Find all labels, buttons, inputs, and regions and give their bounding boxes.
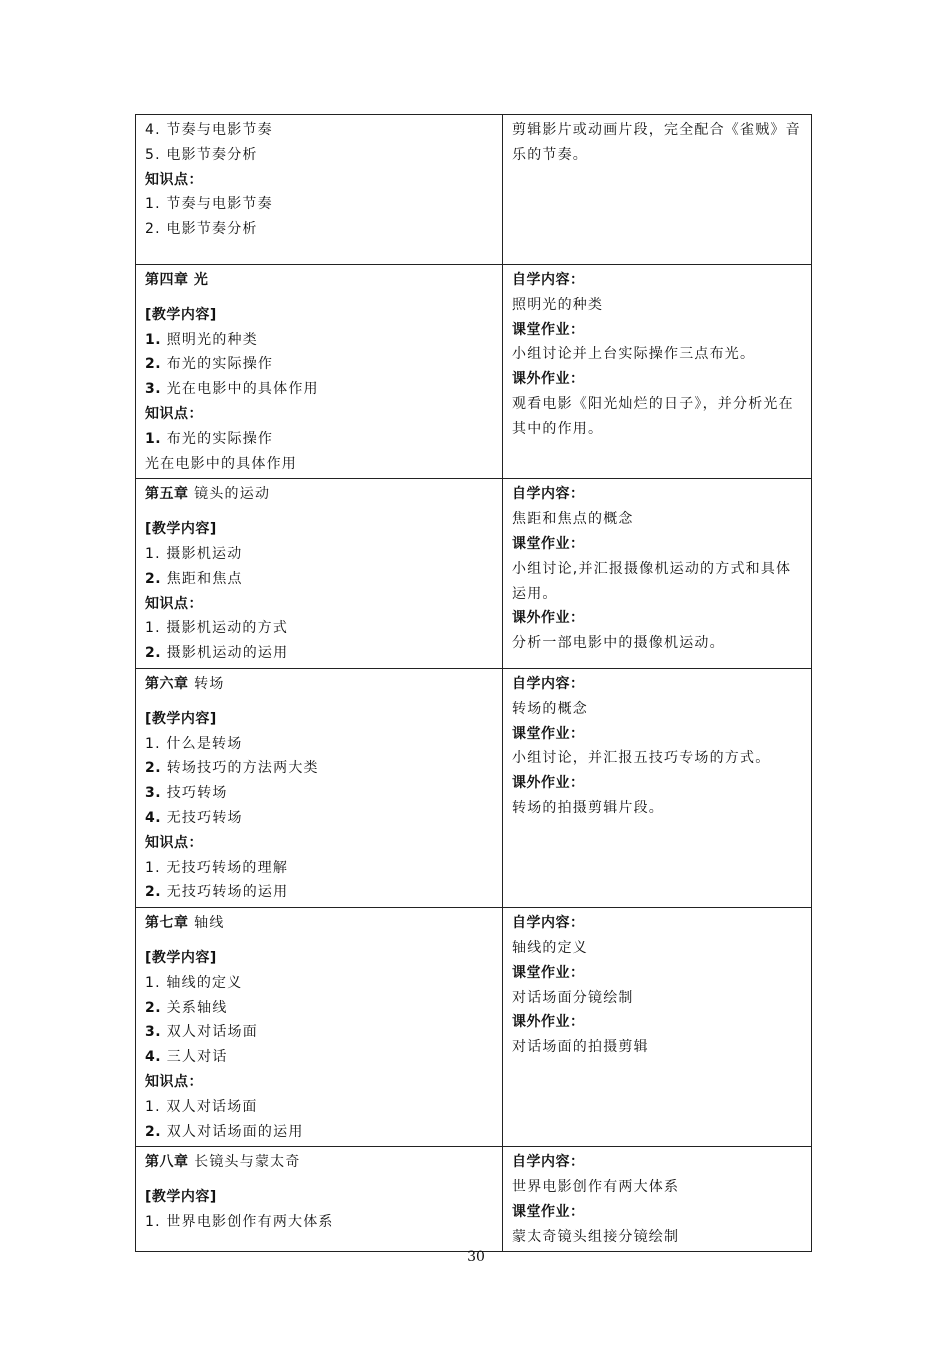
table-row bbox=[136, 908, 812, 1147]
paragraph: 焦距和焦点的概念 bbox=[512, 511, 634, 528]
section-heading: [教学内容] bbox=[145, 710, 217, 727]
table-row bbox=[136, 1147, 812, 1252]
list-item: 1. 世界电影创作有两大体系 bbox=[145, 1213, 334, 1230]
table-row bbox=[136, 668, 812, 907]
list-item: 1. 摄影机运动 bbox=[145, 545, 243, 562]
section-heading: 课外作业： bbox=[512, 371, 585, 388]
list-item: 1. 轴线的定义 bbox=[145, 974, 243, 991]
table-row bbox=[136, 479, 812, 669]
table-row bbox=[136, 115, 812, 265]
list-item: 2. 无技巧转场的运用 bbox=[145, 884, 289, 901]
list-item: 3. 光在电影中的具体作用 bbox=[145, 381, 319, 398]
paragraph: 剪辑影片或动画片段，完全配合《雀贼》音乐的节奏。 bbox=[512, 122, 801, 163]
paragraph: 蒙太奇镜头组接分镜绘制 bbox=[512, 1228, 680, 1245]
paragraph: 分析一部电影中的摄像机运动。 bbox=[512, 635, 725, 652]
section-heading: 自学内容： bbox=[512, 915, 585, 932]
paragraph: 转场的概念 bbox=[512, 700, 588, 717]
section-heading: [教学内容] bbox=[145, 521, 217, 538]
teaching-content-cell bbox=[136, 908, 503, 1147]
assignment-cell bbox=[503, 668, 812, 907]
teaching-content-cell bbox=[136, 1147, 503, 1252]
list-item: 1. 照明光的种类 bbox=[145, 331, 258, 348]
paragraph: 对话场面分镜绘制 bbox=[512, 989, 634, 1006]
paragraph: 观看电影《阳光灿烂的日子》，并分析光在其中的作用。 bbox=[512, 395, 794, 437]
section-heading: 课外作业： bbox=[512, 1014, 585, 1031]
chapter-title: 第六章 转场 bbox=[145, 675, 225, 692]
chapter-title: 第五章 镜头的运动 bbox=[145, 486, 271, 503]
list-item: 1. 什么是转场 bbox=[145, 735, 243, 752]
list-item: 1. 摄影机运动的方式 bbox=[145, 620, 289, 637]
list-item: 2. 焦距和焦点 bbox=[145, 570, 243, 587]
section-heading: 自学内容： bbox=[512, 1154, 585, 1171]
section-heading: 课外作业： bbox=[512, 610, 585, 627]
list-item: 1. 双人对话场面 bbox=[145, 1098, 258, 1115]
chapter-title: 第八章 长镜头与蒙太奇 bbox=[145, 1154, 301, 1171]
teaching-content-cell bbox=[136, 668, 503, 907]
section-heading: 课堂作业： bbox=[512, 964, 585, 981]
list-item: 3. 技巧转场 bbox=[145, 785, 228, 802]
chapter-title: 第四章 光 bbox=[145, 272, 209, 288]
section-heading: 自学内容： bbox=[512, 675, 585, 692]
assignment-cell bbox=[503, 1147, 812, 1252]
teaching-content-cell bbox=[136, 265, 503, 479]
chapter-title: 第七章 轴线 bbox=[145, 915, 225, 932]
section-heading: 课外作业： bbox=[512, 775, 585, 792]
section-heading: 知识点： bbox=[145, 405, 203, 422]
paragraph: 转场的拍摄剪辑片段。 bbox=[512, 799, 664, 816]
list-item: 4. 三人对话 bbox=[145, 1049, 228, 1066]
assignment-cell bbox=[503, 115, 812, 265]
section-heading: [教学内容] bbox=[145, 949, 217, 966]
section-heading: 知识点： bbox=[145, 171, 203, 188]
section-heading: 课堂作业： bbox=[512, 725, 585, 742]
section-heading: 自学内容： bbox=[512, 486, 585, 503]
assignment-cell bbox=[503, 265, 812, 479]
list-item: 光在电影中的具体作用 bbox=[145, 455, 297, 472]
list-item: 3. 双人对话场面 bbox=[145, 1024, 258, 1041]
section-heading: 知识点： bbox=[145, 595, 203, 612]
list-item: 4. 无技巧转场 bbox=[145, 809, 243, 826]
list-item: 2. 双人对话场面的运用 bbox=[145, 1123, 304, 1140]
paragraph: 轴线的定义 bbox=[512, 939, 588, 956]
paragraph: 小组讨论并上台实际操作三点布光。 bbox=[512, 346, 756, 363]
list-item: 2. 关系轴线 bbox=[145, 999, 228, 1016]
section-heading: 自学内容： bbox=[512, 272, 585, 288]
paragraph: 照明光的种类 bbox=[512, 296, 604, 313]
paragraph: 小组讨论,并汇报摄像机运动的方式和具体运用。 bbox=[512, 560, 792, 602]
list-item: 1. 布光的实际操作 bbox=[145, 430, 274, 447]
assignment-cell bbox=[503, 479, 812, 669]
section-heading: [教学内容] bbox=[145, 1189, 217, 1206]
section-heading: 知识点： bbox=[145, 834, 203, 851]
section-heading: [教学内容] bbox=[145, 306, 217, 323]
list-item: 2. 电影节奏分析 bbox=[145, 221, 258, 238]
teaching-content-cell bbox=[136, 479, 503, 669]
table-row bbox=[136, 265, 812, 479]
list-item: 1. 节奏与电影节奏 bbox=[145, 196, 273, 213]
syllabus-table bbox=[135, 114, 812, 1252]
list-item: 2. 布光的实际操作 bbox=[145, 356, 274, 373]
list-item: 2. 摄影机运动的运用 bbox=[145, 645, 289, 662]
list-item: 1. 无技巧转场的理解 bbox=[145, 859, 289, 876]
paragraph: 世界电影创作有两大体系 bbox=[512, 1179, 680, 1196]
assignment-cell bbox=[503, 908, 812, 1147]
page-number: 30 bbox=[467, 1249, 485, 1265]
list-item: 5. 电影节奏分析 bbox=[145, 146, 258, 163]
paragraph: 对话场面的拍摄剪辑 bbox=[512, 1039, 649, 1056]
section-heading: 知识点： bbox=[145, 1073, 203, 1090]
section-heading: 课堂作业： bbox=[512, 321, 585, 338]
list-item: 4. 节奏与电影节奏 bbox=[145, 122, 273, 138]
section-heading: 课堂作业： bbox=[512, 1203, 585, 1220]
paragraph: 小组讨论，并汇报五技巧专场的方式。 bbox=[512, 750, 771, 767]
teaching-content-cell bbox=[136, 115, 503, 265]
section-heading: 课堂作业： bbox=[512, 535, 585, 552]
list-item: 2. 转场技巧的方法两大类 bbox=[145, 760, 319, 777]
